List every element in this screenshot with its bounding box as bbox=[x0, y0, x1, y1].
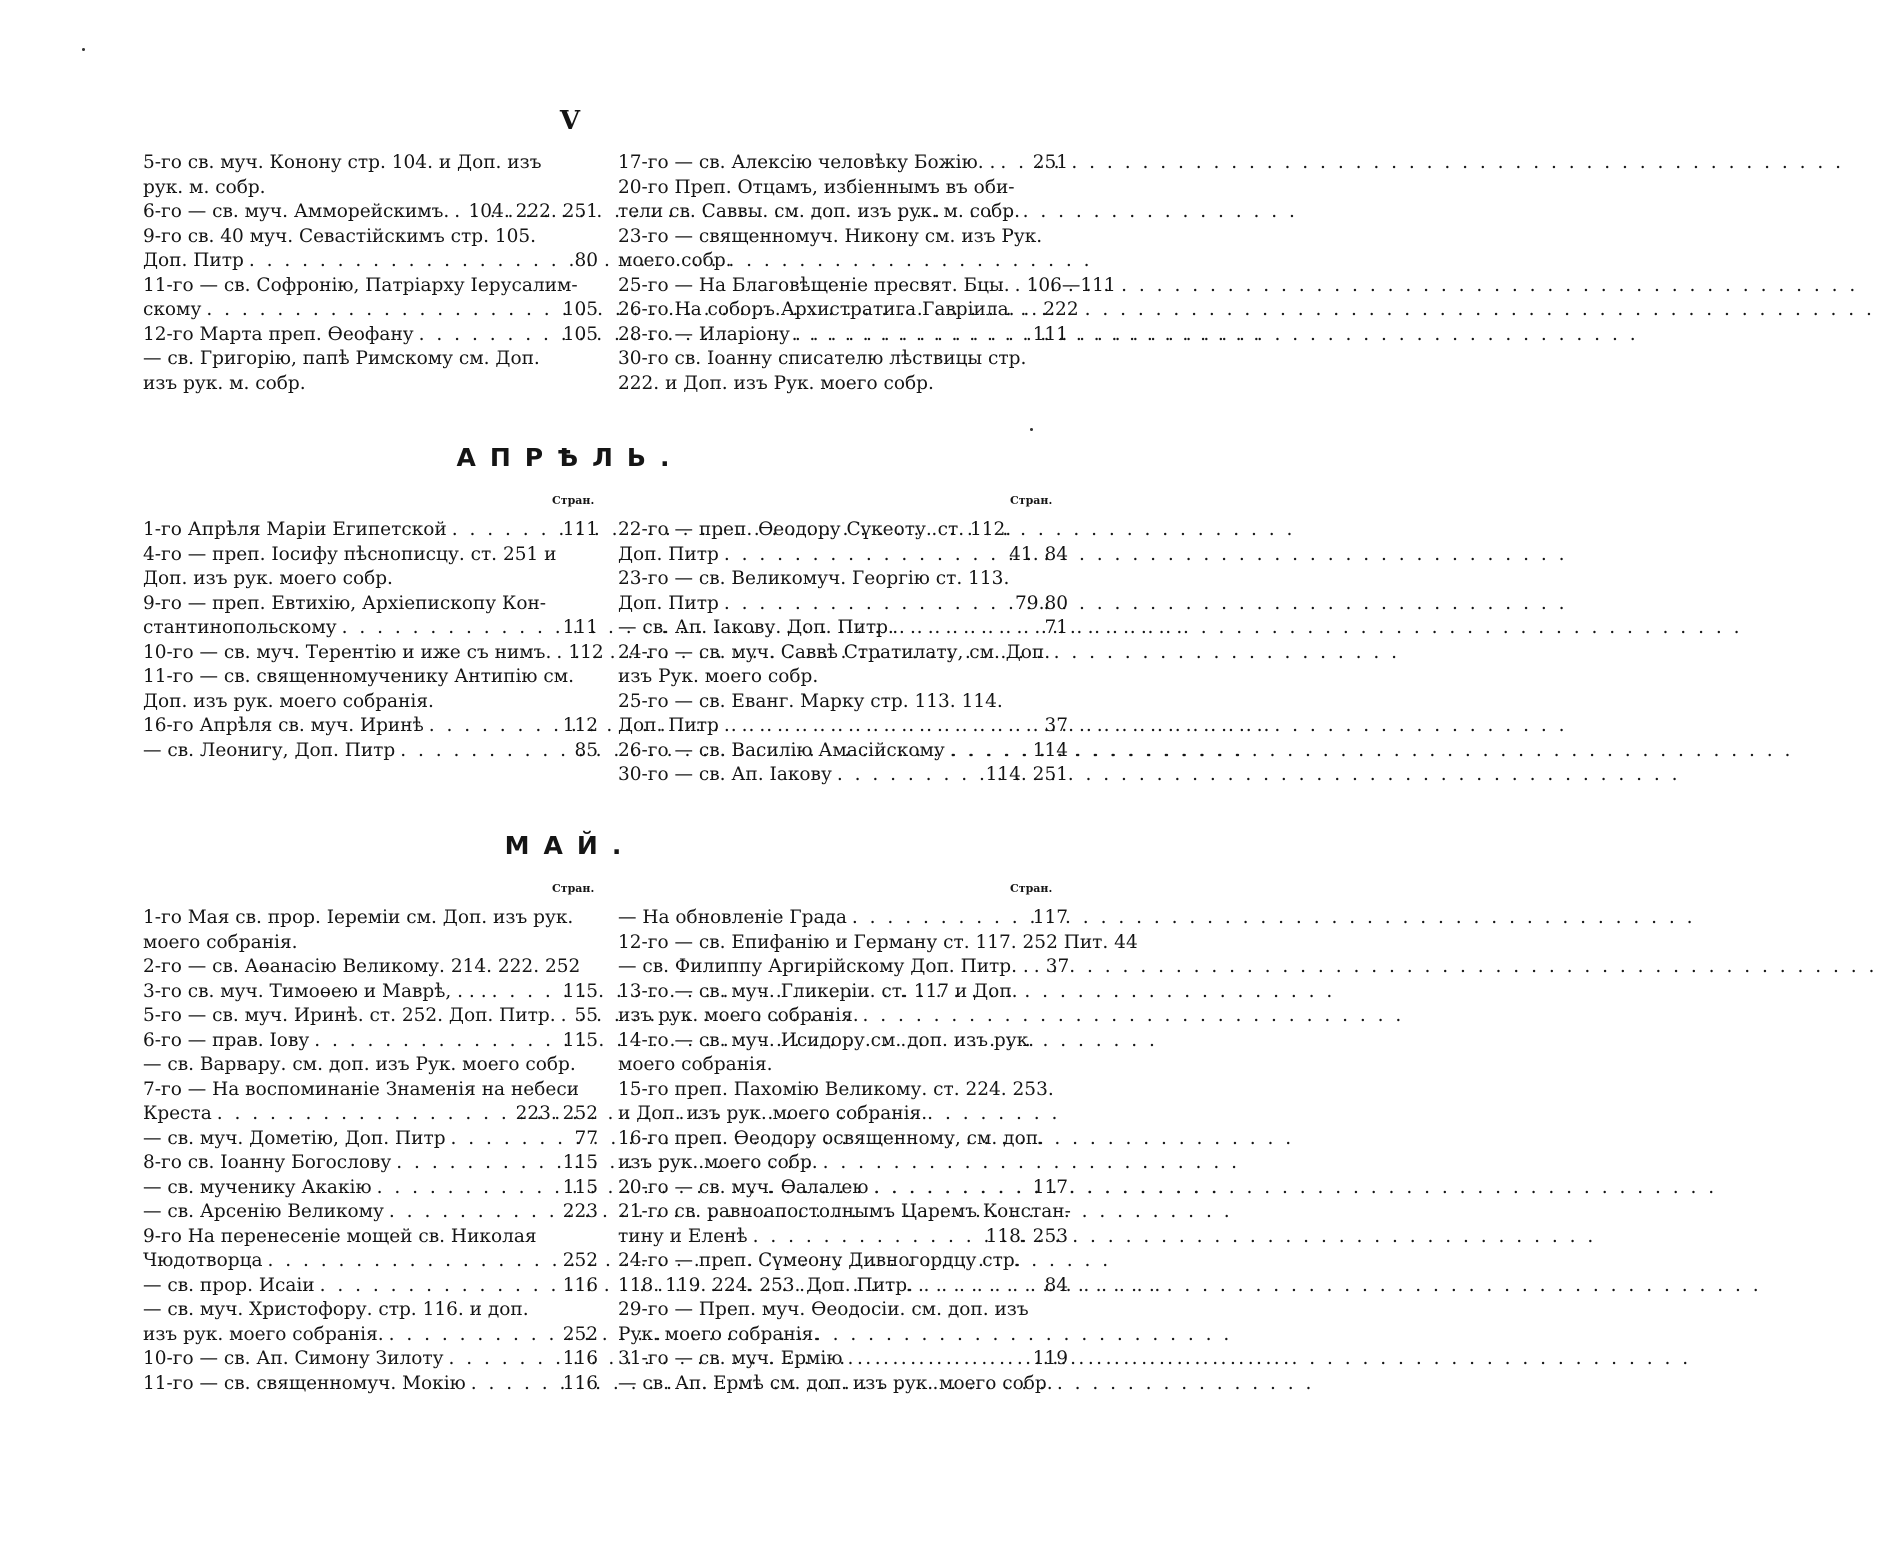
dot-leader bbox=[244, 249, 575, 274]
index-entry bbox=[618, 1127, 1068, 1152]
index-entry bbox=[618, 1078, 1068, 1103]
entry-text: 23-го — священномуч. Никону см. изъ Рук. bbox=[618, 225, 1043, 247]
index-entry bbox=[143, 323, 598, 348]
index-entry bbox=[143, 1249, 598, 1274]
index-entry bbox=[143, 739, 598, 764]
may-section bbox=[143, 906, 1138, 1396]
dot-leader bbox=[894, 616, 1045, 641]
entry-page: 114. 251 bbox=[985, 764, 1068, 785]
april-left-column bbox=[143, 518, 604, 788]
index-entry bbox=[618, 906, 1068, 931]
dot-leader bbox=[337, 616, 563, 641]
index-entry bbox=[618, 176, 1068, 201]
entry-text: 1-го Апрѣля Маріи Египетской bbox=[143, 519, 447, 540]
dot-leader bbox=[424, 714, 563, 739]
index-entry bbox=[618, 543, 1068, 568]
dot-leader bbox=[466, 1372, 563, 1397]
entry-page: 85 bbox=[574, 739, 598, 761]
entry-text: Доп. изъ рук. моего собр. bbox=[143, 568, 393, 589]
entry-page: 111 bbox=[1032, 323, 1068, 345]
dot-leader bbox=[414, 323, 563, 348]
index-entry bbox=[143, 347, 598, 372]
entry-page: 115 bbox=[562, 980, 598, 1002]
dot-leader bbox=[201, 298, 562, 323]
entry-page: 119 bbox=[1032, 1348, 1068, 1369]
index-entry bbox=[618, 1200, 1071, 1225]
dot-leader bbox=[995, 151, 1032, 176]
entry-page: 112 bbox=[568, 641, 604, 663]
index-entry bbox=[618, 616, 1068, 641]
entry-text: 1-го Мая св. прор. Іереміи см. Доп. изъ рук. bbox=[143, 907, 574, 928]
entry-text: 6-го — прав. Іову bbox=[143, 1029, 310, 1051]
entry-text: моего собранія. bbox=[143, 931, 298, 953]
entry-page: 116 bbox=[562, 1348, 598, 1369]
dot-leader bbox=[790, 323, 1033, 348]
dot-leader bbox=[913, 1274, 1044, 1299]
index-entry bbox=[143, 1004, 598, 1029]
entry-text: — св. Филиппу Аргирійскому Доп. Питр. . bbox=[618, 956, 1029, 977]
index-entry bbox=[143, 225, 598, 250]
dot-leader bbox=[315, 1274, 563, 1299]
index-entry bbox=[618, 200, 1068, 225]
entry-text: 12-го — св. Епифанію и Герману ст. 117. 252 Пит. 44 bbox=[618, 931, 1138, 953]
index-entry bbox=[618, 1274, 1068, 1299]
dot-leader bbox=[263, 1249, 563, 1274]
entry-text: 30-го св. Іоанну списателю лѣствицы стр. bbox=[618, 348, 1027, 369]
index-entry bbox=[618, 1225, 1068, 1250]
entry-text: 25-го — На Благовѣщеніе пресвят. Бцы. bbox=[618, 274, 1010, 296]
index-entry bbox=[618, 567, 1068, 592]
index-entry bbox=[143, 274, 598, 299]
index-entry bbox=[618, 739, 1068, 764]
index-entry bbox=[143, 543, 598, 568]
entry-page: 251 bbox=[1032, 152, 1068, 173]
dot-leader bbox=[449, 200, 468, 225]
entry-text: — св. Ап. Ермѣ см. доп. изъ рук. моего собр. bbox=[618, 1372, 1053, 1394]
index-entry bbox=[618, 225, 1068, 250]
entry-text: 9-го На перенесеніе мощей св. Николая bbox=[143, 1225, 537, 1247]
index-entry bbox=[618, 931, 1138, 956]
entry-text: 8-го св. Іоанну Богослову bbox=[143, 1152, 392, 1173]
ink-speck bbox=[82, 48, 85, 51]
entry-text: Доп. изъ рук. моего собранія. bbox=[143, 690, 434, 712]
entry-text: 16-го Апрѣля св. муч. Иринѣ bbox=[143, 715, 424, 736]
entry-text: изъ рук. моего собр. bbox=[618, 1152, 818, 1173]
entry-text: Креста bbox=[143, 1103, 212, 1124]
entry-text: Доп. Питр bbox=[618, 543, 719, 565]
index-entry bbox=[143, 906, 598, 931]
index-entry bbox=[618, 1298, 1068, 1323]
entry-page: 111 bbox=[562, 617, 598, 638]
entry-page: 79.80 bbox=[1015, 592, 1068, 614]
ink-speck bbox=[1030, 428, 1033, 431]
entry-page: 80 bbox=[574, 250, 598, 271]
entry-text: — св. муч. Христофору. стр. 116. и доп. bbox=[143, 1299, 529, 1320]
entry-text: Доп. Питр bbox=[143, 250, 244, 271]
dot-leader bbox=[832, 763, 986, 788]
index-entry bbox=[143, 665, 598, 690]
index-entry bbox=[618, 1323, 1068, 1348]
index-entry bbox=[143, 641, 604, 666]
entry-text: 11-го — св. Софронію, Патріарху Іерусалим- bbox=[143, 274, 578, 296]
index-entry bbox=[143, 616, 598, 641]
index-entry bbox=[618, 323, 1068, 348]
entry-page: 114 bbox=[1032, 739, 1068, 761]
entry-text: 26-го На соборъ Архистратига Гавріила. . bbox=[618, 299, 1027, 320]
dot-leader bbox=[847, 906, 1033, 931]
entry-text: 12-го Марта преп. Өеофану bbox=[143, 323, 414, 345]
dot-leader bbox=[446, 1127, 575, 1152]
entry-page: 111 bbox=[562, 519, 598, 540]
entry-page: 41. 84 bbox=[1009, 543, 1068, 565]
dot-leader bbox=[212, 1102, 516, 1127]
index-entry bbox=[618, 714, 1068, 739]
dot-leader bbox=[868, 1176, 1032, 1201]
entry-text: 21-го св. равноапостолнымъ Царемъ Констан- bbox=[618, 1201, 1071, 1222]
entry-text: — св. Ап. Іакову. Доп. Питр. bbox=[618, 617, 894, 638]
entry-text: 4-го — преп. Іосифу пѣснописцу. ст. 251 и bbox=[143, 543, 557, 565]
index-entry bbox=[143, 1102, 598, 1127]
index-entry bbox=[618, 1151, 1068, 1176]
entry-page: 71 bbox=[1044, 617, 1068, 638]
index-entry bbox=[618, 690, 1068, 715]
index-entry bbox=[618, 955, 1068, 980]
index-entry bbox=[143, 980, 598, 1005]
entry-text: 16-го преп. Өеодору освященному, см. доп. bbox=[618, 1127, 1044, 1149]
entry-text: 5-го св. муч. Конону стр. 104. и Доп. изъ bbox=[143, 152, 542, 173]
entry-page: 117 bbox=[1032, 907, 1068, 928]
entry-page: 252 bbox=[562, 1323, 598, 1345]
entry-text: 24-го — св. муч. Саввѣ Стратилату, см. Доп. bbox=[618, 641, 1051, 663]
index-entry bbox=[618, 274, 1116, 299]
entry-text: 28-го — Иларіону bbox=[618, 323, 790, 345]
entry-text: 11-го — св. священномученику Антипію см. bbox=[143, 666, 575, 687]
entry-text: 222. и Доп. изъ Рук. моего собр. bbox=[618, 372, 934, 394]
march-section bbox=[143, 151, 1116, 396]
may-left-column bbox=[143, 906, 598, 1396]
index-entry bbox=[618, 980, 1068, 1005]
dot-leader bbox=[391, 1151, 562, 1176]
index-entry bbox=[618, 1249, 1068, 1274]
march-right-column bbox=[618, 151, 1116, 396]
april-right-column bbox=[618, 518, 1068, 788]
dot-leader bbox=[842, 1347, 1032, 1372]
dot-leader bbox=[487, 980, 563, 1005]
index-entry bbox=[143, 955, 598, 980]
index-entry bbox=[618, 151, 1068, 176]
entry-text: 9-го св. 40 муч. Севастійскимъ стр. 105. bbox=[143, 225, 537, 247]
index-entry bbox=[143, 567, 598, 592]
may-right-column bbox=[618, 906, 1138, 1396]
entry-text: 22-го — преп. Өеодору Сүкеоту. ст. 112. bbox=[618, 519, 1012, 540]
entry-text: 25-го — св. Еванг. Марку стр. 113. 114. bbox=[618, 690, 1003, 712]
entry-page: 77 bbox=[574, 1127, 598, 1149]
index-entry bbox=[143, 518, 598, 543]
entry-text: Доп. Питр bbox=[618, 715, 719, 736]
index-entry bbox=[143, 931, 598, 956]
april-section bbox=[143, 518, 1068, 788]
entry-page: 117 bbox=[1032, 1176, 1068, 1198]
index-entry bbox=[143, 1225, 598, 1250]
index-entry bbox=[618, 347, 1068, 372]
index-entry bbox=[618, 1053, 1068, 1078]
dot-leader bbox=[719, 543, 1009, 568]
entry-text: — св. мученику Акакію bbox=[143, 1176, 372, 1198]
index-entry bbox=[618, 665, 1068, 690]
dot-leader bbox=[556, 1004, 575, 1029]
index-entry bbox=[618, 1102, 1068, 1127]
index-entry bbox=[143, 372, 598, 397]
entry-text: 13-го — св. муч. Гликеріи. ст. 117 и Доп. bbox=[618, 980, 1018, 1002]
entry-page: 112 bbox=[562, 715, 598, 736]
index-entry bbox=[143, 1274, 598, 1299]
may-heading: МАЙ. bbox=[504, 831, 636, 860]
entry-text: моего собранія. bbox=[618, 1054, 773, 1075]
index-entry bbox=[143, 1029, 598, 1054]
entry-page: 105 bbox=[562, 323, 598, 345]
entry-text: 24-го — преп. Сүмеону Дивногордцу стр. bbox=[618, 1250, 1021, 1271]
dot-leader bbox=[444, 1347, 563, 1372]
index-entry bbox=[618, 592, 1068, 617]
entry-text: — св. Варвару. см. доп. изъ Рук. моего собр. bbox=[143, 1054, 576, 1075]
index-entry bbox=[143, 714, 598, 739]
entry-text: 15-го преп. Пахомію Великому. ст. 224. 253. bbox=[618, 1078, 1054, 1100]
index-entry bbox=[143, 1127, 598, 1152]
dot-leader bbox=[1010, 274, 1027, 299]
index-entry bbox=[143, 1323, 598, 1348]
dot-leader bbox=[945, 739, 1033, 764]
entry-text: 26-го — св. Василію Амасійскому bbox=[618, 739, 945, 761]
index-entry bbox=[618, 1004, 1068, 1029]
entry-page: 252 bbox=[562, 1250, 598, 1271]
dot-leader bbox=[309, 1029, 562, 1054]
dot-leader bbox=[384, 1323, 563, 1348]
index-entry bbox=[143, 1151, 598, 1176]
entry-page: 105 bbox=[562, 299, 598, 320]
index-entry bbox=[618, 1372, 1068, 1397]
entry-page: 55 bbox=[574, 1005, 598, 1026]
entry-text: 14-го — св. муч. Исидору см. доп. изъ рук. bbox=[618, 1029, 1035, 1051]
entry-text: Доп. Питр bbox=[618, 592, 719, 614]
entry-text: моего собр. bbox=[618, 250, 732, 271]
index-entry bbox=[618, 298, 1079, 323]
index-entry bbox=[143, 200, 598, 225]
entry-page: 222 bbox=[1043, 299, 1079, 320]
dot-leader bbox=[384, 1200, 563, 1225]
dot-leader bbox=[748, 1225, 986, 1250]
entry-text: 20-го Преп. Отцамъ, избіеннымъ въ оби- bbox=[618, 176, 1015, 198]
entry-text: 3-го св. муч. Тимоөею и Маврѣ, . . . bbox=[143, 980, 487, 1002]
entry-text: 2-го — св. Аөанасію Великому. 214. 222. 252 bbox=[143, 956, 581, 977]
index-entry bbox=[143, 298, 598, 323]
entry-page: 223 bbox=[562, 1201, 598, 1222]
dot-leader bbox=[372, 1176, 563, 1201]
entry-text: 29-го — Преп. муч. Өеодосіи. см. доп. изъ bbox=[618, 1299, 1029, 1320]
index-entry bbox=[143, 1176, 598, 1201]
entry-text: изъ рук. моего собранія. bbox=[618, 1005, 859, 1026]
entry-page: 37 bbox=[1045, 956, 1070, 977]
entry-text: — св. муч. Дометію, Доп. Питр bbox=[143, 1127, 446, 1149]
entry-text: — св. Леонигу, Доп. Питр bbox=[143, 739, 396, 761]
entry-text: — На обновленіе Града bbox=[618, 907, 847, 928]
entry-page: 116 bbox=[562, 1372, 598, 1394]
index-entry bbox=[618, 518, 1068, 543]
entry-text: — св. Григорію, папѣ Римскому см. Доп. bbox=[143, 348, 540, 369]
entry-page: 223. 252 bbox=[515, 1103, 598, 1124]
entry-text: 10-го — св. Ап. Симону Зилоту bbox=[143, 1348, 444, 1369]
march-left-column bbox=[143, 151, 598, 396]
index-entry bbox=[618, 249, 1068, 274]
may-page-label-left: Стран. bbox=[552, 882, 595, 895]
dot-leader bbox=[395, 739, 574, 764]
entry-text: Рук. моего собранія. bbox=[618, 1323, 820, 1345]
dot-leader bbox=[719, 592, 1015, 617]
entry-text: изъ рук. м. собр. bbox=[143, 372, 306, 394]
index-entry bbox=[143, 1372, 598, 1397]
index-entry bbox=[143, 1053, 598, 1078]
index-entry bbox=[618, 1176, 1068, 1201]
index-entry bbox=[618, 1029, 1068, 1054]
entry-text: 7-го — На воспоминаніе Знаменія на небеси bbox=[143, 1078, 580, 1100]
entry-text: тели св. Саввы. см. доп. изъ рук. м. собр. bbox=[618, 201, 1020, 222]
entry-text: 20-го — св. муч. Өалалею bbox=[618, 1176, 869, 1198]
index-entry bbox=[143, 1298, 598, 1323]
index-entry bbox=[143, 690, 598, 715]
entry-page: 37 bbox=[1044, 715, 1068, 736]
entry-text: 6-го — св. муч. Амморейскимъ. bbox=[143, 201, 450, 222]
entry-text: стантинопольскому bbox=[143, 617, 337, 638]
index-entry bbox=[618, 641, 1068, 666]
entry-text: 5-го — св. муч. Иринѣ. ст. 252. Доп. Питр. bbox=[143, 1005, 556, 1026]
entry-text: Чюдотворца bbox=[143, 1250, 263, 1271]
entry-text: изъ рук. моего собранія. bbox=[143, 1323, 384, 1345]
entry-page: 115 bbox=[562, 1029, 598, 1051]
dot-leader bbox=[447, 518, 563, 543]
index-entry bbox=[618, 1347, 1068, 1372]
dot-leader bbox=[551, 641, 568, 666]
entry-page: 116 bbox=[562, 1274, 598, 1296]
entry-text: изъ Рук. моего собр. bbox=[618, 666, 819, 687]
index-entry bbox=[143, 592, 598, 617]
entry-text: 118. 119. 224. 253. Доп. Питр. bbox=[618, 1274, 913, 1296]
entry-text: рук. м. собр. bbox=[143, 176, 266, 198]
index-entry bbox=[143, 1200, 598, 1225]
dot-leader bbox=[1026, 298, 1043, 323]
entry-page: 106—111 bbox=[1026, 274, 1116, 296]
index-entry bbox=[618, 372, 1068, 397]
entry-text: 17-го — св. Алексію человѣку Божію. . bbox=[618, 152, 996, 173]
entry-text: — св. Арсенію Великому bbox=[143, 1201, 384, 1222]
index-entry bbox=[618, 763, 1068, 788]
dot-leader bbox=[1029, 955, 1046, 980]
entry-text: — св. прор. Исаіи bbox=[143, 1274, 315, 1296]
entry-text: 10-го — св. муч. Терентію и иже съ нимъ. bbox=[143, 641, 552, 663]
entry-text: 11-го — св. священномуч. Мокію bbox=[143, 1372, 466, 1394]
entry-text: и Доп. изъ рук. моего собранія. bbox=[618, 1103, 928, 1124]
dot-leader bbox=[719, 714, 1045, 739]
entry-page: 84 bbox=[1044, 1274, 1068, 1296]
entry-text: 9-го — преп. Евтихію, Архіепископу Кон- bbox=[143, 592, 547, 614]
index-entry bbox=[143, 1078, 598, 1103]
index-entry bbox=[143, 249, 598, 274]
entry-text: тину и Еленѣ bbox=[618, 1225, 748, 1247]
index-entry bbox=[143, 151, 598, 176]
entry-page: 115 bbox=[562, 1152, 598, 1173]
entry-page: 115 bbox=[562, 1176, 598, 1198]
may-page-label-right: Стран. bbox=[1010, 882, 1053, 895]
index-entry bbox=[143, 176, 598, 201]
entry-text: 31-го — св. муч. Ермію bbox=[618, 1348, 843, 1369]
page-number: V bbox=[559, 106, 581, 136]
april-page-label-left: Стран. bbox=[552, 494, 595, 507]
april-page-label-right: Стран. bbox=[1010, 494, 1053, 507]
entry-page: 118. 253 bbox=[985, 1225, 1068, 1247]
entry-text: 30-го — св. Ап. Іакову bbox=[618, 764, 832, 785]
entry-text: скому bbox=[143, 299, 202, 320]
entry-text: 23-го — св. Великомуч. Георгію ст. 113. bbox=[618, 568, 1010, 589]
entry-page: 104. 222. 251 bbox=[468, 201, 598, 222]
index-entry bbox=[143, 1347, 598, 1372]
april-heading: АПРѢЛЬ. bbox=[456, 443, 684, 472]
